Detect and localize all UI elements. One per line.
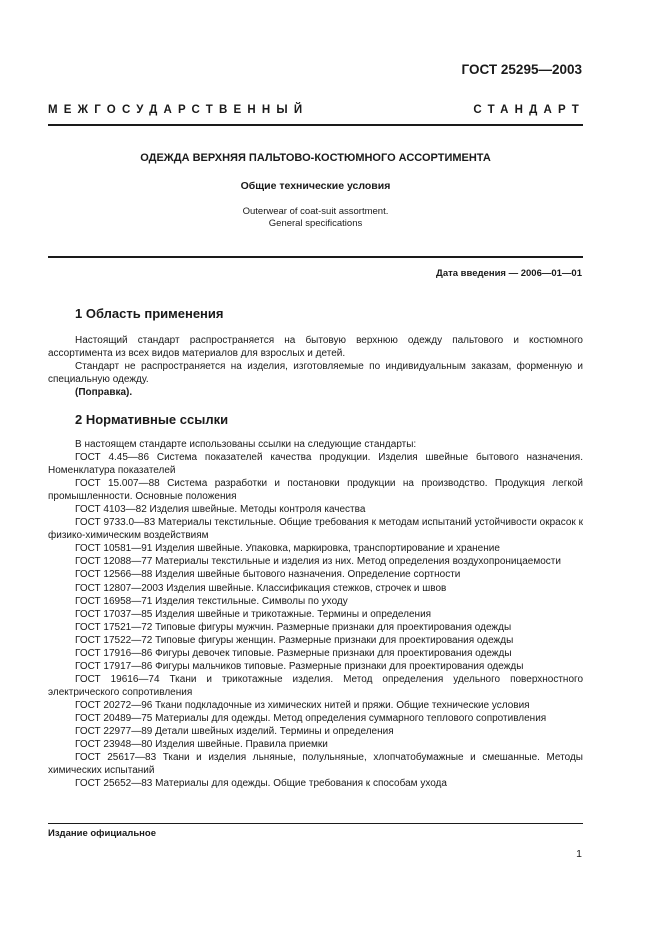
top-rule	[48, 124, 583, 126]
reference-item: ГОСТ 19616—74 Ткани и трикотажные изделия. Метод определения удельного поверхностного электрического сопротивления	[48, 673, 583, 698]
references-intro: В настоящем стандарте использованы ссылки на следующие стандарты:	[75, 439, 417, 450]
document-subtitle: Общие технические условия	[240, 180, 391, 192]
reference-item: ГОСТ 16958—71 Изделия текстильные. Символы по уходу	[75, 595, 348, 607]
reference-item: ГОСТ 25652—83 Материалы для одежды. Общие требования к способам ухода	[75, 778, 447, 790]
section-2-heading: 2 Нормативные ссылки	[75, 412, 229, 427]
reference-item: ГОСТ 17037—85 Изделия швейные и трикотажные. Термины и определения	[75, 608, 432, 620]
section-1-body	[48, 334, 583, 399]
section-1-heading: 1 Область применения	[75, 306, 224, 321]
reference-item: ГОСТ 10581—91 Изделия швейные. Упаковка, маркировка, транспортирование и хранение	[75, 543, 500, 555]
reference-item: ГОСТ 4.45—86 Система показателей качества продукции. Изделия швейные бытового назначения. Номенклатура показателей	[48, 452, 583, 477]
reference-item: ГОСТ 17917—86 Фигуры мальчиков типовые. Размерные признаки для проектирования одежды	[75, 660, 524, 672]
reference-item: ГОСТ 12566—88 Изделия швейные бытового назначения. Определение сортности	[75, 569, 461, 581]
reference-item: ГОСТ 17522—72 Типовые фигуры женщин. Размерные признаки для проектирования одежды	[75, 634, 514, 646]
footer-rule	[48, 823, 583, 824]
reference-item: ГОСТ 23948—80 Изделия швейные. Правила приемки	[75, 739, 328, 751]
reference-item: ГОСТ 9733.0—83 Материалы текстильные. Общие требования к методам испытаний устойчивости окрасок к физико-химическим воздействиям	[48, 517, 583, 542]
english-title-line-1: Outerwear of coat-suit assortment.	[242, 206, 389, 217]
standard-code: ГОСТ 25295—2003	[461, 62, 582, 77]
introduction-date: Дата введения — 2006—01—01	[436, 268, 582, 279]
reference-item: ГОСТ 15.007—88 Система разработки и постановки продукции на производство. Продукция легкой промышленности. Основные положения	[48, 478, 583, 503]
reference-item: ГОСТ 17916—86 Фигуры девочек типовые. Размерные признаки для проектирования одежды	[75, 647, 512, 659]
english-title-line-2: General specifications	[268, 218, 363, 229]
section-1-paragraph-2: Стандарт не распространяется на изделия, изготовляемые по индивидуальным заказам, форменную и специальную одежду.	[48, 361, 583, 386]
normative-references-list	[48, 438, 583, 790]
official-edition-label: Издание официальное	[48, 828, 156, 839]
reference-item: ГОСТ 12088—77 Материалы текстильные и изделия из них. Метод определения воздухопроницаемости	[75, 556, 561, 568]
title-rule	[48, 256, 583, 258]
english-title	[48, 206, 583, 230]
reference-item: ГОСТ 4103—82 Изделия швейные. Методы контроля качества	[75, 504, 366, 516]
reference-item: ГОСТ 12807—2003 Изделия швейные. Классификация стежков, строчек и швов	[75, 582, 447, 594]
document-title: ОДЕЖДА ВЕРХНЯЯ ПАЛЬТОВО-КОСТЮМНОГО АССОРТИМЕНТА	[140, 152, 491, 164]
interstate-standard-banner: МЕЖГОСУДАРСТВЕННЫЙ СТАНДАРТ	[48, 104, 585, 116]
section-1-amendment: (Поправка).	[75, 387, 133, 399]
reference-item: ГОСТ 17521—72 Типовые фигуры мужчин. Размерные признаки для проектирования одежды	[75, 621, 512, 633]
reference-item: ГОСТ 20489—75 Материалы для одежды. Метод определения суммарного теплового сопротивления	[75, 712, 547, 724]
reference-item: ГОСТ 22977—89 Детали швейных изделий. Термины и определения	[75, 726, 394, 738]
reference-item: ГОСТ 20272—96 Ткани подкладочные из химических нитей и пряжи. Общие технические условия	[75, 699, 530, 711]
section-1-paragraph-1: Настоящий стандарт распространяется на бытовую верхнюю одежду пальтового и костюмного ассортимента из всех видов материалов для взрослых и детей.	[48, 335, 583, 360]
reference-item: ГОСТ 25617—83 Ткани и изделия льняные, полульняные, хлопчатобумажные и смешанные. Методы химических испытаний	[48, 752, 583, 777]
page-number: 1	[576, 848, 582, 860]
